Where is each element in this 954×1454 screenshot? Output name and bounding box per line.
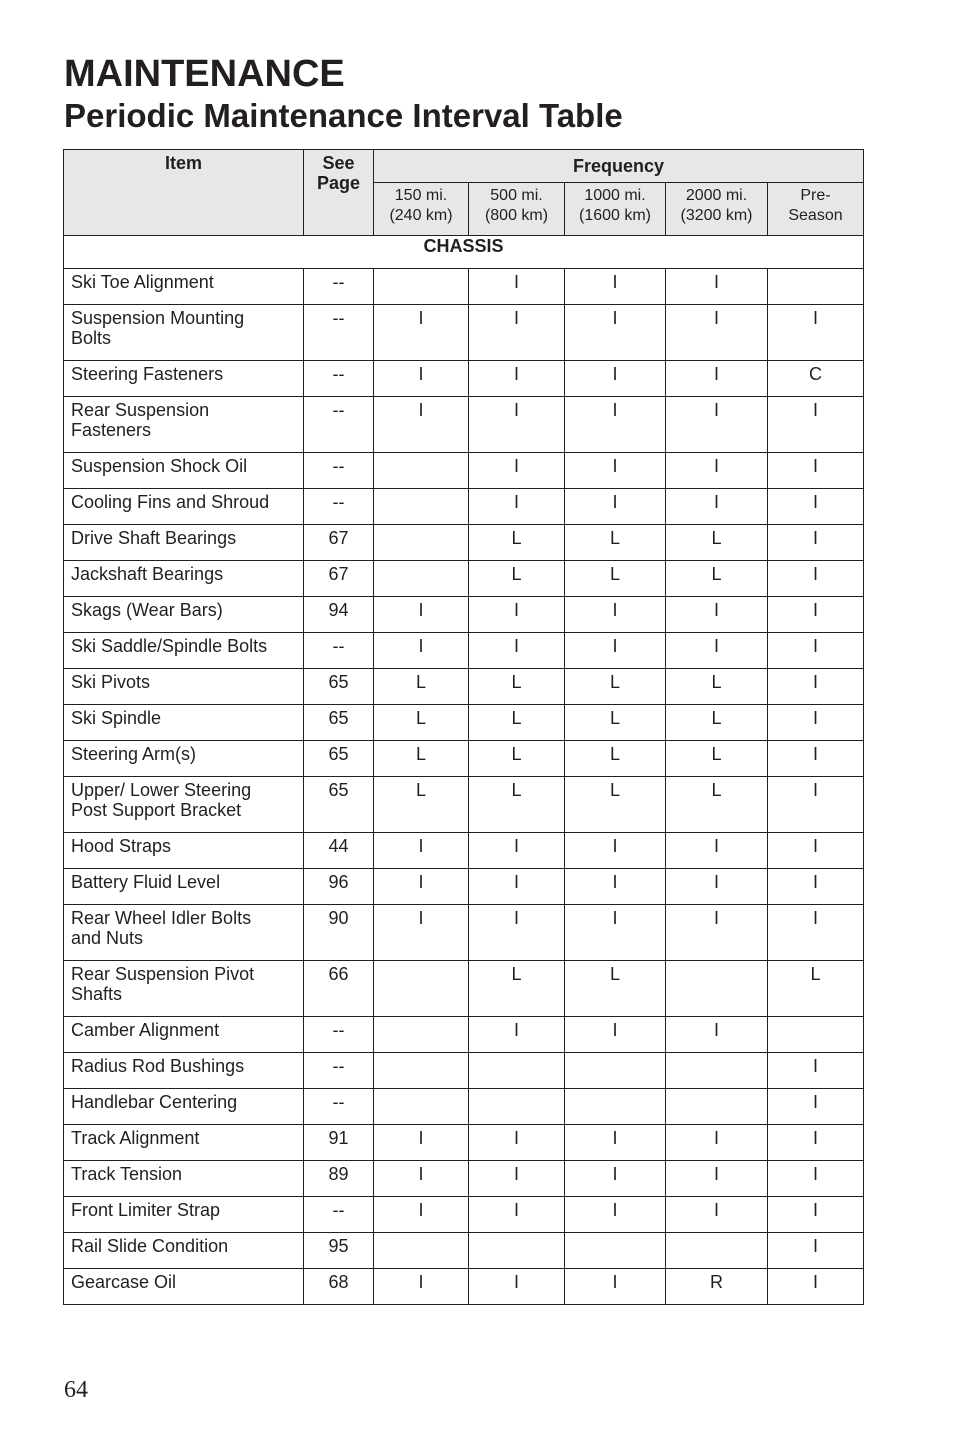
item-name-line: Suspension Mounting <box>71 308 245 328</box>
table-row <box>64 305 864 361</box>
item-cell <box>64 1233 304 1269</box>
section-chassis: CHASSIS <box>64 236 864 269</box>
item-name-line: Front Limiter Strap <box>71 1200 221 1220</box>
item-cell <box>64 1125 304 1161</box>
table-row <box>64 741 864 777</box>
page-heading <box>64 52 623 136</box>
frequency-cell: I <box>469 269 565 305</box>
item-cell <box>64 489 304 525</box>
item-cell <box>64 633 304 669</box>
header-interval-line2: (3200 km) <box>680 207 753 224</box>
item-name-line: Battery Fluid Level <box>71 872 221 892</box>
frequency-cell: I <box>666 1161 768 1197</box>
see-page-cell: -- <box>304 453 374 489</box>
frequency-cell: L <box>469 741 565 777</box>
item-name-line: Camber Alignment <box>71 1020 220 1040</box>
item-cell <box>64 361 304 397</box>
frequency-cell: I <box>565 1125 666 1161</box>
frequency-cell <box>768 1017 864 1053</box>
item-name-line: Rail Slide Condition <box>71 1236 229 1256</box>
table-row <box>64 1233 864 1269</box>
header-interval-line1: 2000 mi. <box>685 187 748 204</box>
frequency-cell: I <box>469 1017 565 1053</box>
frequency-cell: I <box>374 1197 469 1233</box>
table-row <box>64 669 864 705</box>
item-cell <box>64 961 304 1017</box>
item-name-line: Drive Shaft Bearings <box>71 528 237 548</box>
table-row <box>64 453 864 489</box>
header-interval-line2: Season <box>788 207 843 224</box>
frequency-cell: I <box>565 269 666 305</box>
frequency-cell: I <box>374 833 469 869</box>
item-name-line: Suspension Shock Oil <box>71 456 248 476</box>
frequency-cell: L <box>469 561 565 597</box>
frequency-cell: I <box>666 597 768 633</box>
frequency-cell: I <box>768 1161 864 1197</box>
frequency-cell: L <box>768 961 864 1017</box>
item-name-line: Cooling Fins and Shroud <box>71 492 270 512</box>
see-page-cell: -- <box>304 1089 374 1125</box>
table-body <box>64 236 864 1305</box>
frequency-cell: I <box>374 1125 469 1161</box>
frequency-cell: I <box>768 833 864 869</box>
table-row <box>64 1161 864 1197</box>
table-row <box>64 633 864 669</box>
item-cell <box>64 525 304 561</box>
frequency-cell: I <box>565 1269 666 1305</box>
item-cell <box>64 869 304 905</box>
item-name-line: Ski Saddle/Spindle Bolts <box>71 636 268 656</box>
frequency-cell: I <box>374 597 469 633</box>
frequency-cell: I <box>565 1161 666 1197</box>
frequency-cell: I <box>469 833 565 869</box>
item-name-line: Gearcase Oil <box>71 1272 177 1292</box>
frequency-cell: L <box>666 525 768 561</box>
item-cell <box>64 1161 304 1197</box>
frequency-cell: I <box>768 561 864 597</box>
item-cell <box>64 705 304 741</box>
table-row <box>64 1089 864 1125</box>
frequency-cell: I <box>565 633 666 669</box>
frequency-cell <box>374 1233 469 1269</box>
header-item: Item <box>64 150 304 236</box>
frequency-cell: I <box>666 1197 768 1233</box>
frequency-cell: L <box>565 961 666 1017</box>
see-page-cell: 65 <box>304 741 374 777</box>
header-interval <box>469 183 565 236</box>
frequency-cell: I <box>768 453 864 489</box>
header-interval <box>768 183 864 236</box>
table-row <box>64 1125 864 1161</box>
table-row <box>64 489 864 525</box>
frequency-cell: I <box>469 869 565 905</box>
frequency-cell: I <box>374 397 469 453</box>
item-cell <box>64 833 304 869</box>
see-page-cell: -- <box>304 397 374 453</box>
frequency-cell: I <box>469 1161 565 1197</box>
frequency-cell <box>374 961 469 1017</box>
item-cell <box>64 1269 304 1305</box>
see-page-cell: 68 <box>304 1269 374 1305</box>
frequency-cell: I <box>768 1089 864 1125</box>
header-interval-line1: 1000 mi. <box>584 187 646 204</box>
frequency-cell: I <box>768 489 864 525</box>
frequency-cell: I <box>768 777 864 833</box>
frequency-cell: L <box>666 669 768 705</box>
section-title: MAINTENANCE <box>64 53 345 95</box>
header-interval <box>565 183 666 236</box>
see-page-cell: 91 <box>304 1125 374 1161</box>
item-cell <box>64 1017 304 1053</box>
item-name-line: Jackshaft Bearings <box>71 564 224 584</box>
frequency-cell: I <box>666 397 768 453</box>
frequency-cell: I <box>565 397 666 453</box>
see-page-cell: 65 <box>304 705 374 741</box>
frequency-cell: I <box>768 669 864 705</box>
frequency-cell: I <box>666 489 768 525</box>
frequency-cell: I <box>666 361 768 397</box>
frequency-cell <box>666 1089 768 1125</box>
table-row <box>64 1017 864 1053</box>
see-page-cell: 94 <box>304 597 374 633</box>
item-name-line: Fasteners <box>71 420 152 440</box>
frequency-cell: L <box>666 561 768 597</box>
see-page-cell: 67 <box>304 525 374 561</box>
frequency-cell: I <box>469 305 565 361</box>
item-cell <box>64 453 304 489</box>
see-page-cell: -- <box>304 361 374 397</box>
table-row <box>64 777 864 833</box>
frequency-cell: L <box>666 705 768 741</box>
item-name-line: and Nuts <box>71 928 144 948</box>
frequency-cell: I <box>565 1197 666 1233</box>
frequency-cell: L <box>374 705 469 741</box>
table-row <box>64 597 864 633</box>
item-cell <box>64 777 304 833</box>
frequency-cell <box>469 1053 565 1089</box>
see-page-cell: 67 <box>304 561 374 597</box>
header-see-page <box>304 150 374 236</box>
frequency-cell: I <box>666 633 768 669</box>
frequency-cell: I <box>469 633 565 669</box>
frequency-cell: L <box>565 705 666 741</box>
frequency-cell: I <box>374 869 469 905</box>
item-cell <box>64 561 304 597</box>
frequency-cell: I <box>374 305 469 361</box>
frequency-cell: I <box>565 361 666 397</box>
frequency-cell: I <box>469 905 565 961</box>
frequency-cell: C <box>768 361 864 397</box>
see-page-cell: 90 <box>304 905 374 961</box>
see-page-cell: 95 <box>304 1233 374 1269</box>
frequency-cell: I <box>768 397 864 453</box>
header-interval-line1: 500 mi. <box>490 187 543 204</box>
frequency-cell: I <box>768 1233 864 1269</box>
frequency-cell: I <box>565 833 666 869</box>
see-page-cell: -- <box>304 1017 374 1053</box>
table-row <box>64 869 864 905</box>
frequency-cell: I <box>768 633 864 669</box>
frequency-cell: I <box>768 305 864 361</box>
item-name-line: Rear Suspension Pivot <box>71 964 255 984</box>
frequency-cell: I <box>768 597 864 633</box>
item-name-line: Steering Fasteners <box>71 364 224 384</box>
item-name-line: Ski Spindle <box>71 708 162 728</box>
table-row <box>64 1197 864 1233</box>
frequency-cell: I <box>666 453 768 489</box>
frequency-cell: I <box>768 525 864 561</box>
header-interval-line2: (1600 km) <box>578 207 652 224</box>
table-row <box>64 561 864 597</box>
frequency-cell: L <box>469 961 565 1017</box>
frequency-cell: I <box>469 397 565 453</box>
see-page-cell: 96 <box>304 869 374 905</box>
frequency-cell <box>374 453 469 489</box>
frequency-cell <box>666 1233 768 1269</box>
frequency-cell: I <box>768 1269 864 1305</box>
table-row <box>64 397 864 453</box>
page-number: 64 <box>64 1377 88 1403</box>
item-name-line: Rear Suspension <box>71 400 210 420</box>
frequency-cell: L <box>565 525 666 561</box>
frequency-cell: I <box>768 905 864 961</box>
frequency-cell <box>374 561 469 597</box>
frequency-cell <box>374 1089 469 1125</box>
table-row <box>64 361 864 397</box>
page-title: Periodic Maintenance Interval Table <box>64 97 623 134</box>
see-page-cell: -- <box>304 305 374 361</box>
frequency-cell: L <box>469 669 565 705</box>
item-name-line: Track Alignment <box>71 1128 200 1148</box>
frequency-cell: I <box>469 597 565 633</box>
frequency-cell <box>374 489 469 525</box>
header-frequency: Frequency <box>374 150 864 183</box>
frequency-cell <box>666 961 768 1017</box>
frequency-cell: I <box>666 1017 768 1053</box>
frequency-cell: I <box>666 905 768 961</box>
header-interval <box>374 183 469 236</box>
frequency-cell: L <box>565 561 666 597</box>
item-cell <box>64 397 304 453</box>
frequency-cell: L <box>469 705 565 741</box>
item-name-line: Post Support Bracket <box>71 800 242 820</box>
frequency-cell: L <box>565 741 666 777</box>
see-page-cell: -- <box>304 1053 374 1089</box>
see-page-cell: 89 <box>304 1161 374 1197</box>
frequency-cell: I <box>565 489 666 525</box>
header-see-page-line1: See <box>322 153 355 173</box>
frequency-cell: I <box>565 869 666 905</box>
frequency-cell: I <box>565 905 666 961</box>
frequency-cell: I <box>666 869 768 905</box>
frequency-cell: I <box>768 741 864 777</box>
item-cell <box>64 741 304 777</box>
item-cell <box>64 1089 304 1125</box>
item-name-line: Shafts <box>71 984 123 1004</box>
item-name-line: Handlebar Centering <box>71 1092 238 1112</box>
frequency-cell <box>374 525 469 561</box>
frequency-cell <box>469 1089 565 1125</box>
item-cell <box>64 597 304 633</box>
frequency-cell: L <box>666 777 768 833</box>
frequency-cell: I <box>768 705 864 741</box>
header-interval-line1: Pre- <box>800 187 831 204</box>
maintenance-interval-table <box>63 149 864 1305</box>
frequency-cell <box>565 1233 666 1269</box>
item-cell <box>64 669 304 705</box>
frequency-cell: L <box>666 741 768 777</box>
frequency-cell: L <box>374 777 469 833</box>
header-interval-line2: (800 km) <box>484 207 549 224</box>
item-name-line: Bolts <box>71 328 112 348</box>
frequency-cell: I <box>666 1125 768 1161</box>
frequency-cell: I <box>374 905 469 961</box>
frequency-cell: L <box>374 741 469 777</box>
frequency-cell: I <box>565 1017 666 1053</box>
frequency-cell: L <box>469 525 565 561</box>
table-row <box>64 269 864 305</box>
item-name-line: Hood Straps <box>71 836 172 856</box>
item-name-line: Track Tension <box>71 1164 183 1184</box>
frequency-cell: I <box>768 1197 864 1233</box>
frequency-cell: I <box>374 361 469 397</box>
frequency-cell: I <box>469 1125 565 1161</box>
header-interval <box>666 183 768 236</box>
see-page-cell: 44 <box>304 833 374 869</box>
item-name-line: Ski Pivots <box>71 672 151 692</box>
table-row <box>64 525 864 561</box>
frequency-cell <box>469 1233 565 1269</box>
frequency-cell: I <box>768 1053 864 1089</box>
frequency-cell: I <box>768 1125 864 1161</box>
frequency-cell: I <box>768 869 864 905</box>
frequency-cell: I <box>469 1197 565 1233</box>
see-page-cell: 65 <box>304 669 374 705</box>
frequency-cell: I <box>565 453 666 489</box>
frequency-cell <box>374 1053 469 1089</box>
see-page-cell: -- <box>304 633 374 669</box>
table-row <box>64 1053 864 1089</box>
frequency-cell: R <box>666 1269 768 1305</box>
header-interval-line2: (240 km) <box>389 207 453 224</box>
item-cell <box>64 905 304 961</box>
header-see-page-line2: Page <box>316 173 361 193</box>
table-row <box>64 1269 864 1305</box>
frequency-cell <box>374 269 469 305</box>
frequency-cell: I <box>469 489 565 525</box>
item-name-line: Upper/ Lower Steering <box>71 780 252 800</box>
frequency-cell: I <box>469 453 565 489</box>
frequency-cell: I <box>469 1269 565 1305</box>
see-page-cell: -- <box>304 1197 374 1233</box>
frequency-cell <box>666 1053 768 1089</box>
item-name-line: Steering Arm(s) <box>71 744 197 764</box>
frequency-cell: L <box>469 777 565 833</box>
frequency-cell: I <box>565 305 666 361</box>
frequency-cell: I <box>666 269 768 305</box>
item-cell <box>64 1197 304 1233</box>
frequency-cell: L <box>374 669 469 705</box>
section-row <box>64 236 864 269</box>
frequency-cell <box>565 1089 666 1125</box>
frequency-cell: I <box>565 597 666 633</box>
table-row <box>64 905 864 961</box>
frequency-cell <box>374 1017 469 1053</box>
frequency-cell: I <box>374 1161 469 1197</box>
frequency-cell: I <box>666 833 768 869</box>
item-cell <box>64 305 304 361</box>
table-header <box>64 150 864 236</box>
header-interval-line1: 150 mi. <box>394 187 448 204</box>
see-page-cell: -- <box>304 489 374 525</box>
frequency-cell: I <box>469 361 565 397</box>
frequency-cell <box>565 1053 666 1089</box>
table-row <box>64 833 864 869</box>
item-cell <box>64 1053 304 1089</box>
item-cell <box>64 269 304 305</box>
frequency-cell: L <box>565 669 666 705</box>
item-name-line: Ski Toe Alignment <box>71 272 214 292</box>
item-name-line: Skags (Wear Bars) <box>71 600 223 620</box>
table-row <box>64 705 864 741</box>
frequency-cell: I <box>666 305 768 361</box>
frequency-cell: L <box>565 777 666 833</box>
see-page-cell: -- <box>304 269 374 305</box>
table-row <box>64 961 864 1017</box>
item-name-line: Radius Rod Bushings <box>71 1056 245 1076</box>
see-page-cell: 66 <box>304 961 374 1017</box>
item-name-line: Rear Wheel Idler Bolts <box>71 908 252 928</box>
frequency-cell: I <box>374 1269 469 1305</box>
frequency-cell: I <box>374 633 469 669</box>
see-page-cell: 65 <box>304 777 374 833</box>
frequency-cell <box>768 269 864 305</box>
